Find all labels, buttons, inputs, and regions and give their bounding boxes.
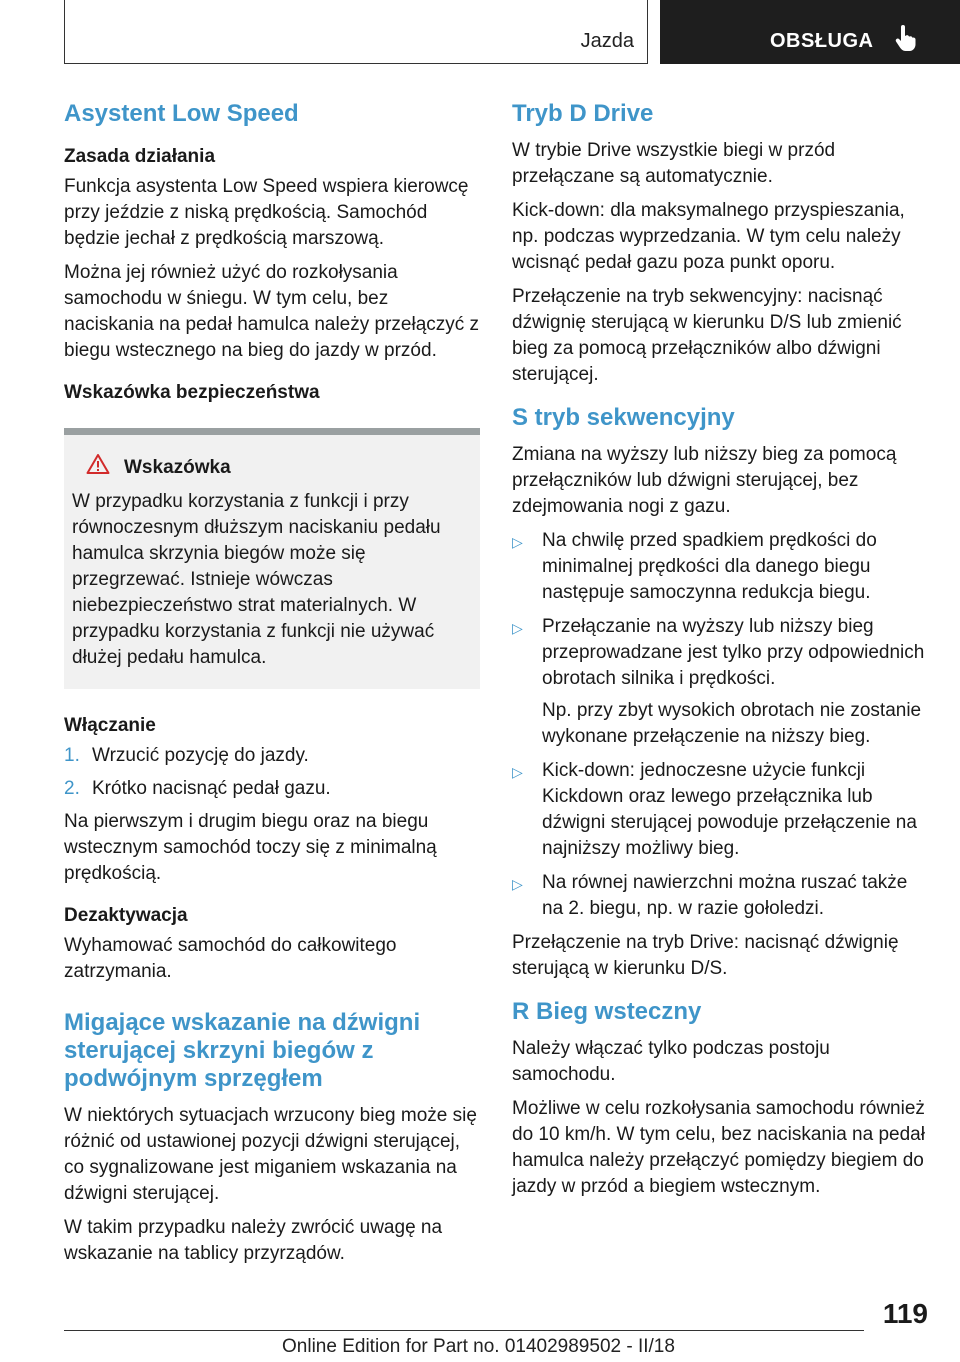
footer-divider — [64, 1330, 864, 1331]
heading-flash: Migające wskazanie na dźwigni sterującej skrzyni biegów z podwójnym sprzęgłem — [64, 1009, 421, 1092]
steps-list — [64, 743, 480, 802]
paragraph: Na pierwszym i drugim biegu oraz na biegu wstecznym samochód toczy się z minimalną prędkością. — [64, 811, 437, 884]
paragraph: Funkcja asystenta Low Speed wspiera kierowcę przy jeździe z niską prędkością. Samochód będzie jechał z prędkością marszową. — [64, 176, 469, 249]
bullet-text: Na równej nawierzchni można ruszać także na 2. biegu, np. w razie gołoledzi. — [542, 872, 908, 919]
list-item — [512, 528, 928, 606]
header-section-title: Jazda — [580, 30, 634, 52]
heading-on: Włączanie — [64, 715, 156, 736]
paragraph: Zmiana na wyższy lub niższy bieg za pomocą przełączników lub dźwigni sterującej, bez zdejmowania nogi z gazu. — [512, 444, 897, 517]
paragraph: Kick-down: dla maksymalnego przyspieszania, np. podczas wyprzedzania. W tym celu należy wcisnąć pedał gazu poza punkt oporu. — [512, 200, 905, 273]
bullet-text: Na chwilę przed spadkiem prędkości do minimalnej prędkości dla danego biegu następuje samoczynna redukcja biegu. — [542, 530, 877, 603]
list-item — [64, 776, 480, 802]
right-column — [512, 100, 928, 1208]
paragraph: Możliwe w celu rozkołysania samochodu również do 10 km/h. W tym celu, bez naciskania na pedał hamulca należy przełączyć pomiędzy biegiem do jazdy w przód a biegiem wstecznym. — [512, 1098, 925, 1197]
heading-low-speed: Asystent Low Speed — [64, 100, 299, 127]
header-tab-label: OBSŁUGA — [770, 30, 874, 52]
warning-title-row — [86, 453, 470, 483]
triangle-bullet-icon: ▷ — [512, 876, 523, 892]
heading-zasada: Zasada działania — [64, 146, 216, 167]
bullet-list — [512, 528, 928, 922]
bullet-extra-text: Np. przy zbyt wysokich obrotach nie zostanie wykonane przełączenie na niższy bieg. — [542, 700, 922, 747]
paragraph: Przełączenie na tryb Drive: nacisnąć dźwignię sterującą w kierunku D/S. — [512, 932, 899, 979]
step-number: 1. — [64, 745, 80, 766]
warning-title: Wskazówka — [124, 457, 231, 478]
pointing-hand-icon — [894, 25, 918, 56]
list-item — [512, 870, 928, 922]
step-number: 2. — [64, 778, 80, 799]
paragraph: Przełączenie na tryb sekwencyjny: nacisnąć dźwignię sterującą w kierunku D/S lub zmienić bieg za pomocą przełączników albo dźwigni sterującej. — [512, 286, 902, 385]
paragraph: W takim przypadku należy zwrócić uwagę na wskazanie na tablicy przyrządów. — [64, 1217, 443, 1264]
page-number: 119 — [882, 1298, 928, 1329]
paragraph: W niektórych sytuacjach wrzucony bieg może się różnić od ustawionej pozycji dźwigni sterującej, co sygnalizowane jest miganiem wskazania na dźwigni sterującej. — [64, 1105, 477, 1204]
list-item — [512, 614, 928, 750]
triangle-bullet-icon: ▷ — [512, 534, 523, 550]
heading-reverse: R Bieg wsteczny — [512, 998, 702, 1025]
step-text: Krótko nacisnąć pedał gazu. — [92, 778, 331, 799]
footer-edition[interactable]: Online Edition for Part no. 01402989502 - II/18 — [282, 1336, 675, 1357]
heading-safety: Wskazówka bezpieczeństwa — [64, 382, 320, 403]
header-frame — [64, 0, 648, 64]
left-column — [64, 100, 480, 1275]
paragraph: Można jej również użyć do rozkołysania samochodu w śniegu. W tym celu, bez naciskania na pedał hamulca należy przełączyć z biegu wstecznego na bieg do jazdy w przód. — [64, 262, 480, 361]
bullet-text: Kick-down: jednoczesne użycie funkcji Kickdown oraz lewego przełącznika lub dźwigni sterującej powoduje przełączenie na najniższy możliwy bieg. — [542, 760, 917, 859]
bullet-text: Przełączanie na wyższy lub niższy bieg przeprowadzane jest tylko przy odpowiednich obrotach silnika i prędkości. — [542, 616, 925, 689]
heading-drive: Tryb D Drive — [512, 100, 654, 127]
triangle-bullet-icon: ▷ — [512, 764, 523, 780]
heading-seq: S tryb sekwencyjny — [512, 404, 735, 431]
step-text: Wrzucić pozycję do jazdy. — [92, 745, 309, 766]
paragraph: Wyhamować samochód do całkowitego zatrzymania. — [64, 935, 397, 982]
list-item — [512, 758, 928, 862]
warning-triangle-icon — [86, 453, 110, 483]
heading-off: Dezaktywacja — [64, 905, 188, 926]
list-item — [64, 743, 480, 769]
warning-box — [64, 428, 480, 689]
paragraph: Należy włączać tylko podczas postoju samochodu. — [512, 1038, 830, 1085]
header-tab[interactable] — [660, 0, 960, 64]
paragraph: W trybie Drive wszystkie biegi w przód przełączane są automatycznie. — [512, 140, 836, 187]
warning-text: W przypadku korzystania z funkcji i przy równoczesnym dłuższym naciskaniu pedału hamulca skrzynia biegów może się przegrzewać. Istnieje wówczas niebezpieczeństwo strat materialnych. W przypadku korzystania z funkcji nie używać dłużej pedału hamulca. — [72, 491, 441, 668]
triangle-bullet-icon: ▷ — [512, 620, 523, 636]
